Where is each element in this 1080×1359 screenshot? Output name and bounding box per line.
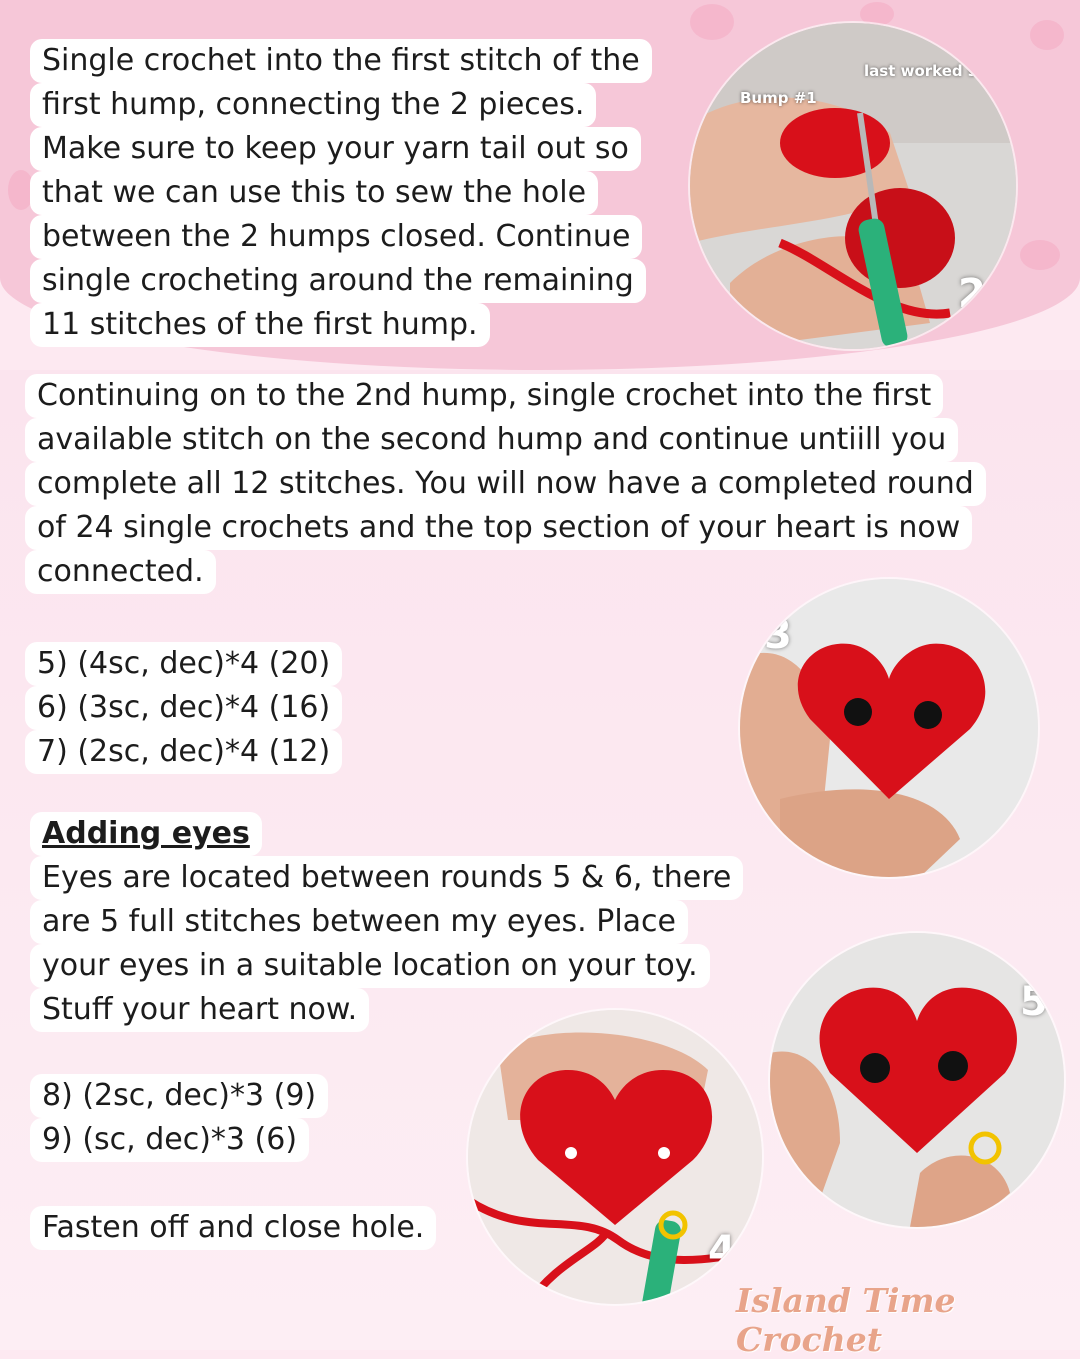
brand-logo: Island Time Crochet xyxy=(736,1281,956,1359)
text-line: Eyes are located between rounds 5 & 6, there xyxy=(30,856,743,900)
bump-label: Bump #1 xyxy=(740,89,817,107)
decor-splat xyxy=(1020,240,1060,270)
round-line: 7) (2sc, dec)*4 (12) xyxy=(25,730,342,774)
fasten-off-line: Fasten off and close hole. xyxy=(30,1206,436,1250)
round-line: 5) (4sc, dec)*4 (20) xyxy=(25,642,342,686)
decor-splat xyxy=(860,2,894,26)
text-line: Single crochet into the first stitch of the xyxy=(30,39,652,83)
text-line: that we can use this to sew the hole xyxy=(30,171,598,215)
continue-instructions xyxy=(25,374,986,594)
adding-eyes-section xyxy=(30,812,743,1032)
step-number: 2 xyxy=(958,271,986,317)
step2-photo xyxy=(690,23,1016,349)
text-line: Stuff your heart now. xyxy=(30,988,369,1032)
round-line: 9) (sc, dec)*3 (6) xyxy=(30,1118,309,1162)
text-line: connected. xyxy=(25,550,216,594)
step3-photo xyxy=(740,579,1038,877)
step5-photo xyxy=(770,933,1064,1227)
step2-instructions xyxy=(30,39,652,347)
text-line: 11 stitches of the first hump. xyxy=(30,303,490,347)
step-number: 4 xyxy=(708,1228,736,1274)
text-line: first hump, connecting the 2 pieces. xyxy=(30,83,596,127)
section-heading: Adding eyes xyxy=(30,812,262,856)
text-line: are 5 full stitches between my eyes. Place xyxy=(30,900,688,944)
last-worked-label: last worked sti xyxy=(864,62,990,80)
round-line: 6) (3sc, dec)*4 (16) xyxy=(25,686,342,730)
text-line: Continuing on to the 2nd hump, single crochet into the first xyxy=(25,374,943,418)
text-line: between the 2 humps closed. Continue xyxy=(30,215,642,259)
step4-photo xyxy=(468,1010,762,1304)
step-number: 3 xyxy=(764,612,792,658)
text-line: Make sure to keep your yarn tail out so xyxy=(30,127,641,171)
text-line: of 24 single crochets and the top section of your heart is now xyxy=(25,506,972,550)
decor-splat xyxy=(1030,20,1064,50)
text-line: complete all 12 stitches. You will now have a completed round xyxy=(25,462,986,506)
text-line: your eyes in a suitable location on your toy. xyxy=(30,944,710,988)
rounds-5-7 xyxy=(25,642,342,774)
text-line: single crocheting around the remaining xyxy=(30,259,646,303)
rounds-8-9 xyxy=(30,1074,436,1250)
text-line: available stitch on the second hump and continue untiill you xyxy=(25,418,958,462)
round-line: 8) (2sc, dec)*3 (9) xyxy=(30,1074,328,1118)
step-number: 5 xyxy=(1020,979,1048,1025)
decor-splat xyxy=(690,4,734,40)
